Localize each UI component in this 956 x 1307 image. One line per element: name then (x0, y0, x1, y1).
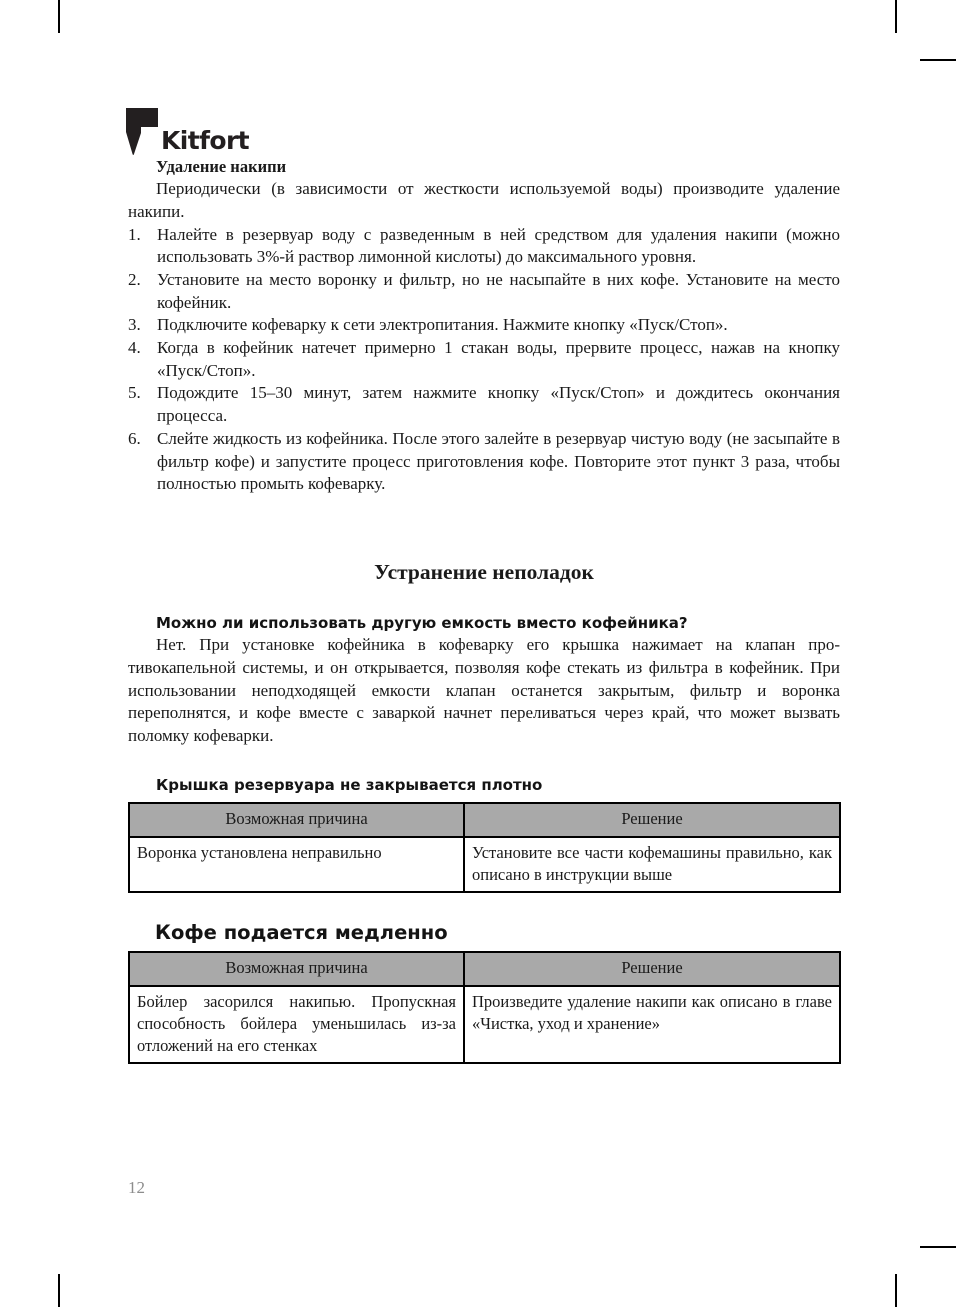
column-header-cause: Возможная причина (129, 952, 464, 986)
list-item (128, 382, 840, 427)
list-item (128, 269, 840, 314)
brand-logo (126, 104, 840, 156)
brand-name: Kitfort (161, 126, 250, 155)
list-item (128, 224, 840, 269)
list-item-number: 2. (128, 270, 141, 290)
crop-mark-bottom-left-icon (58, 1274, 60, 1307)
list-item-number: 1. (128, 224, 141, 244)
list-item-text: Налейте в резервуар воду с разведенным в ней средством для удаления накипи (можно использовать 3%-й раствор лимонной кислоты) до максимального уровня. (157, 224, 840, 267)
list-item (128, 314, 840, 337)
list-item (128, 428, 840, 496)
descaling-steps-list (128, 224, 840, 496)
crop-mark-top-right-icon (895, 0, 897, 33)
list-item-number: 3. (128, 315, 141, 335)
crop-mark-bottom-right-icon (895, 1274, 897, 1307)
list-item-number: 6. (128, 428, 141, 448)
cell-solution: Произведите удаление накипи как описано в главе «Чистка, уход и хранение» (464, 986, 840, 1063)
list-item-text: Подключите кофеварку к сети электропитания. Нажмите кнопку «Пуск/Стоп». (157, 315, 728, 335)
descaling-intro: Периодически (в зависимости от жесткости используемой воды) производите удаление накипи. (128, 179, 840, 222)
table-header-row (129, 803, 840, 837)
page-content (128, 104, 840, 1064)
page-title: Устранение неполадок (374, 559, 594, 584)
crop-mark-right-bottom-icon (920, 1246, 956, 1248)
crop-mark-top-left-icon (58, 0, 60, 33)
column-header-cause: Возможная причина (129, 803, 464, 837)
column-header-solution: Решение (464, 952, 840, 986)
cell-solution: Установите все части кофемашины правильно, как описано в инструкции выше (464, 837, 840, 892)
troubleshooting-table-lid-not-closing (128, 802, 841, 893)
list-item-text: Слейте жидкость из кофейника. После этого залейте в резервуар чистую воду (не засыпайте в фильтр кофе) и запустите процесс приготовления кофе. Повторите этот пункт 3 раза, чтобы полностью промыть кофеварку. (157, 428, 840, 494)
cell-cause: Воронка установлена неправильно (129, 837, 464, 892)
crop-mark-right-top-icon (920, 59, 956, 61)
list-item-text: Установите на место воронку и фильтр, но не насыпайте в них кофе. Установите на место кофейник. (157, 270, 840, 312)
table-row (129, 837, 840, 892)
list-item-text: Подождите 15–30 минут, затем нажмите кнопку «Пуск/Стоп» и дождитесь окончания процесса. (157, 383, 840, 426)
list-item-number: 5. (128, 383, 141, 403)
list-item-text: Когда в кофейник натечет примерно 1 стакан воды, прервите процесс, нажав на кнопку «Пуск/Стоп». (157, 338, 840, 380)
table-heading-lid-not-closing: Крышка резервуара не закрывается плотно (156, 775, 543, 794)
page-number: 12 (128, 1178, 145, 1197)
descaling-heading: Удаление накипи (156, 157, 287, 176)
faq-answer: Нет. При установке кофейника в кофеварку его крышка нажимает на клапан противокапельной системы, и он открывается, позволяя кофе стекать из фильтра в кофейник. При использовании неподходящей емкости клапан останется закрытым, фильтр и воронка переполнятся, и кофе вместе с заваркой начнет переливаться через край, что может вызвать поломку кофеварки. (128, 635, 840, 745)
table-heading-slow-coffee: Кофе подается медленно (155, 921, 448, 945)
faq-question: Можно ли использовать другую емкость вместо кофейника? (156, 613, 688, 632)
table-header-row (129, 952, 840, 986)
list-item (128, 337, 840, 382)
list-item-number: 4. (128, 338, 141, 358)
cell-cause: Бойлер засорился накипью. Пропускная способность бойлера уменьшилась из-за отложений на его стенках (129, 986, 464, 1063)
table-row (129, 986, 840, 1063)
troubleshooting-table-slow-coffee (128, 951, 841, 1064)
column-header-solution: Решение (464, 803, 840, 837)
kitfort-flag-logo-icon (126, 108, 158, 156)
